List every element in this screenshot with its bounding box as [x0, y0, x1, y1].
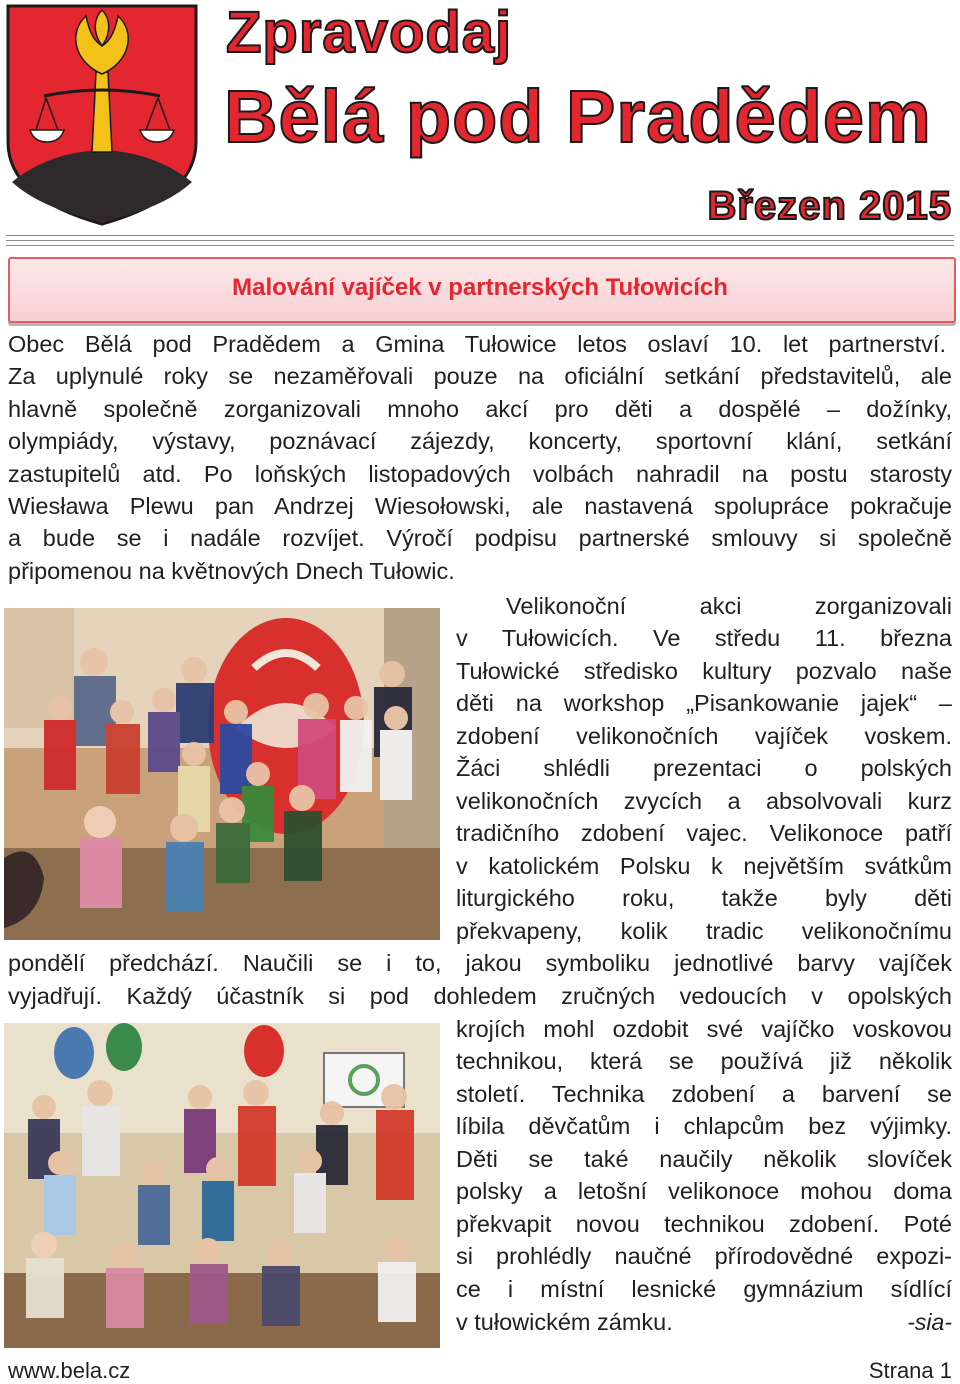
article-line: v tułowickém zámku. [456, 1309, 673, 1335]
newsletter-title: Zpravodaj [226, 0, 513, 65]
masthead-divider [6, 240, 954, 241]
issue-date: Březen 2015 [707, 184, 952, 228]
article-line: Za uplynulé roky se nezaměřovali pouze na oficiální setkání představitelů, ale [8, 363, 952, 389]
article-line: pondělí předchází. Naučili se i to, jakou symboliku jednotlivé barvy vajíček [8, 950, 952, 976]
group-photo-with-decorated-eggs [4, 1023, 440, 1348]
article-line: Žáci shlédli prezentaci o polských [456, 755, 952, 781]
article-line: Děti se také naučily několik slovíček [456, 1146, 952, 1172]
article-line: připomenou na květnových Dnech Tułowic. [8, 558, 455, 584]
article-line: Tułowické středisko kultury pozvalo naše [456, 658, 952, 684]
article-line: líbila děvčatům i chlapcům bez výjimky. [456, 1113, 952, 1139]
masthead-divider [6, 245, 954, 246]
article-line: krojích mohl ozdobit své vajíčko voskovou [456, 1016, 952, 1042]
article-headline: Malování vajíček v partnerských Tułowicích [232, 274, 728, 301]
article-line: překvapit novou technikou zdobení. Poté [456, 1211, 952, 1237]
article-line: si prohlédly naučné přírodovědné expozi- [456, 1243, 952, 1269]
article-line: hlavně společně zorganizovali mnoho akcí pro děti a dospělé – dožínky, [8, 396, 952, 422]
article-line: technikou, která se používá již několik [456, 1048, 952, 1074]
coat-of-arms-logo [4, 2, 200, 228]
article-line: tradičního zdobení vajec. Velikonoce patří [456, 820, 952, 846]
article-line: zastupitelů atd. Po loňských listopadových volbách nahradil na postu starosty [8, 461, 952, 487]
article-line: století. Technika zdobení a barvení se [456, 1081, 952, 1107]
masthead-divider [6, 235, 954, 236]
article-line: v Tułowicích. Ve středu 11. března [456, 625, 952, 651]
municipality-name: Bělá pod Pradědem [224, 75, 932, 158]
article-line: Wiesława Plewu pan Andrzej Wiesołowski, ale nastavená spolupráce pokračuje [8, 493, 952, 519]
article-line: zdobení velikonočních vajíček voskem. [456, 723, 952, 749]
article-line: a bude se i nadále rozvíjet. Výročí podpisu partnerské smlouvy si společně [8, 525, 952, 551]
article-line: velikonočních zvycích a absolvovali kurz [456, 788, 952, 814]
author-signature: -sia- [907, 1309, 952, 1335]
article-line: olympiády, výstavy, poznávací zájezdy, koncerty, sportovní klání, setkání [8, 428, 952, 454]
footer-website: www.bela.cz [8, 1358, 131, 1383]
article-line: vyjadřují. Každý účastník si pod dohledem zručných vedoucích v opolských [8, 983, 952, 1009]
article-line: Obec Bělá pod Pradědem a Gmina Tułowice letos oslaví 10. let partnerství. [8, 331, 946, 357]
article-line: v katolickém Polsku k největším svátkům [456, 853, 952, 879]
footer-page-number: Strana 1 [868, 1358, 952, 1383]
article-line: liturgického roku, takže byly děti [456, 885, 952, 911]
article-line: děti na workshop „Pisankowanie jajek“ – [456, 690, 952, 716]
article-line: ce i místní lesnické gymnázium sídlící [456, 1276, 952, 1302]
article-line: překvapeny, kolik tradic velikonočnímu [456, 918, 952, 944]
article-line: polsky a letošní velikonoce mohou doma [456, 1178, 952, 1204]
group-photo-with-giant-egg [4, 608, 440, 940]
article-line: Velikonoční akci zorganizovali [506, 593, 952, 619]
